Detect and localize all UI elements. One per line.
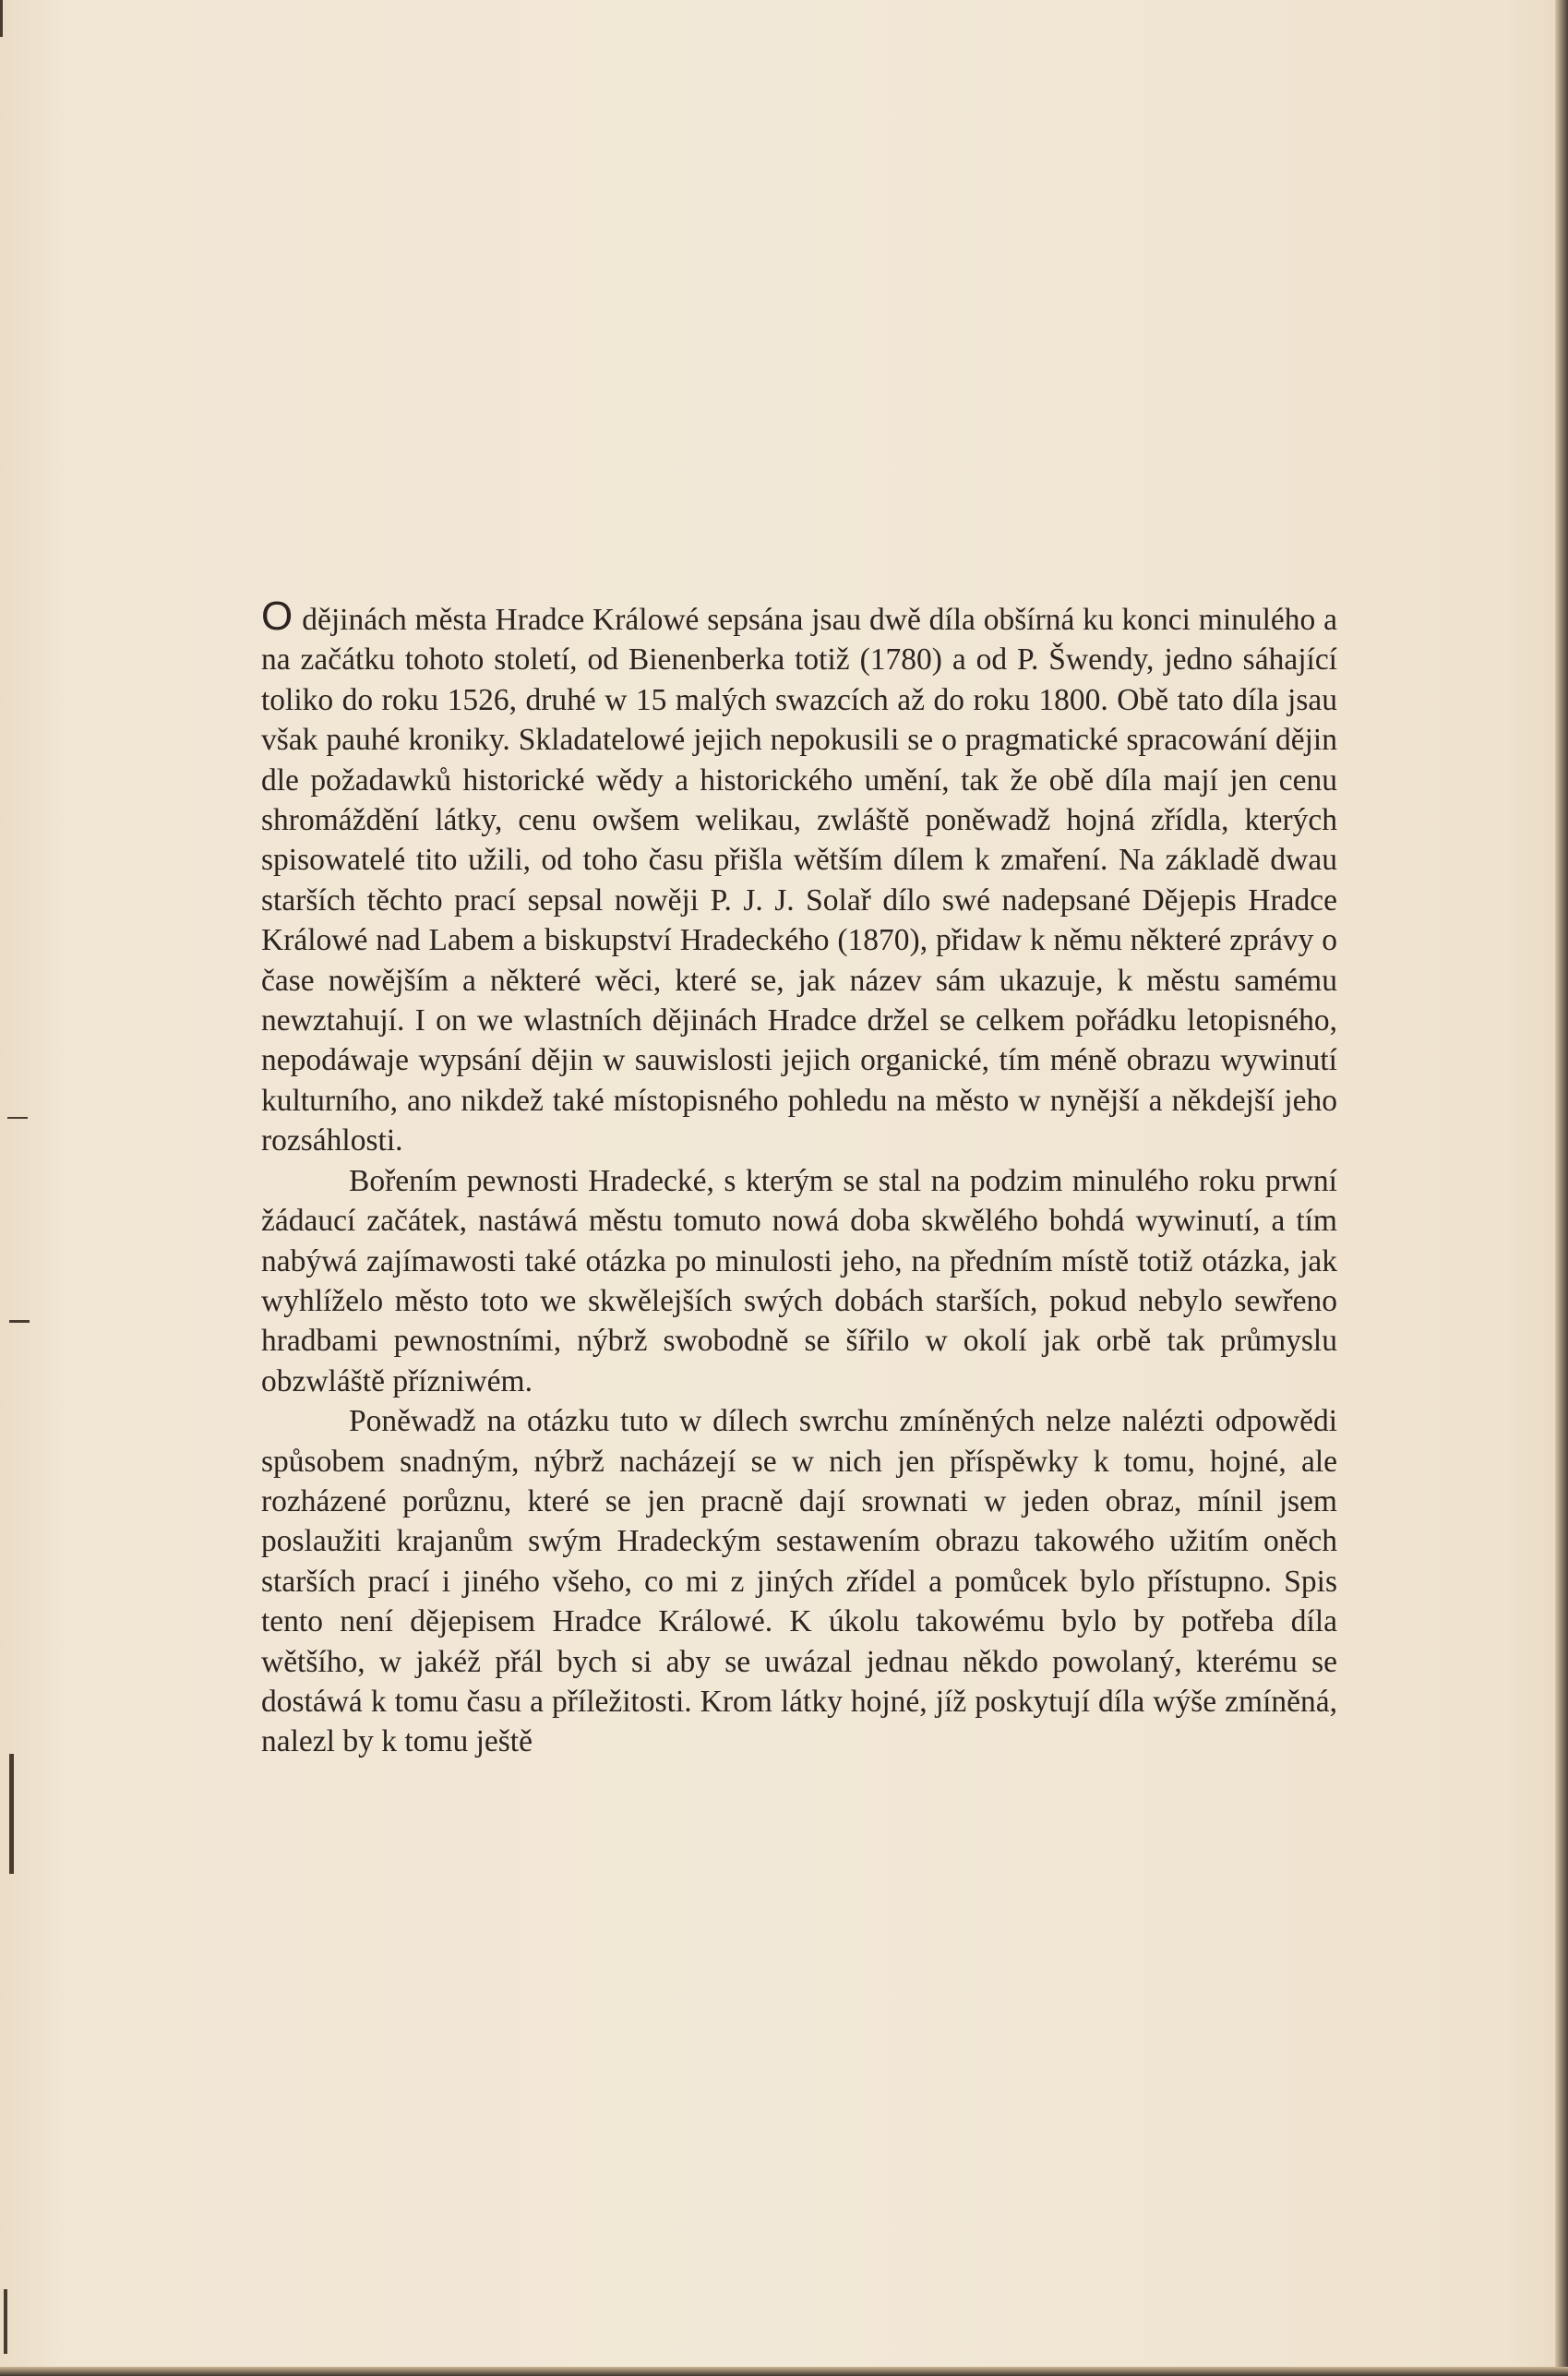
- page-bottom-shadow: [0, 2367, 1568, 2376]
- paragraph-1: [261, 594, 1337, 1161]
- paragraph-1-text: dějinách města Hradce Králowé sepsána jsau dwě díla obšírná ku konci minulého a na začátku tohoto století, od Bienenberka totiž (1780) a od P. Šwendy, jedno sáhající toliko do roku 1526, druhé w 15 malých swazcích až do roku 1800. Obě tato díla jsau však pauhé kroniky. Skladatelowé jejich nepokusili se o pragmatické spracowání dějin dle požadawků historické wědy a historického umění, tak že obě díla mají jen cenu shromáždění látky, cenu owšem welikau, zwláště poněwadž hojná zřídla, kterých spisowatelé tito užili, od toho času přišla wětším dílem k zmaření. Na základě dwau starších těchto prací sepsal nowěji P. J. J. Solař dílo swé nadepsané Dějepis Hradce Králowé nad Labem a biskupství Hradeckého (1870), přidaw k němu některé zprávy o čase nowějším a některé wěci, které se, jak název sám ukazuje, k městu samému newztahují. I on we wlastních dějinách Hradce držel se celkem pořádku letopisného, nepodáwaje wypsání dějin w sauwislosti jejich organické, tím méně obrazu wywinutí kulturního, ano nikdež také místopisného pohledu na město w nynější a někdejší jeho rozsáhlosti.: [261, 603, 1337, 1158]
- margin-mark: [4, 2289, 7, 2354]
- initial-letter: O: [261, 594, 293, 639]
- body-text: [261, 594, 1337, 1762]
- margin-mark: [7, 1117, 28, 1119]
- paragraph-3: Poněwadž na otázku tuto w dílech swrchu zmíněných nelze nalézti odpowědi spůsobem snadným, nýbrž nacházejí se w nich jen příspěwky k tomu, hojné, ale rozházené porůznu, které se jen pracně dají srownati w jeden obraz, mínil jsem poslaužiti krajanům swým Hradeckým sestawením obrazu takowého užitím oněch starších prací i jiného všeho, co mi z jiných zřídel a pomůcek bylo přístupno. Spis tento není dějepisem Hradce Králowé. K úkolu takowému bylo by potřeba díla wětšího, w jakéž přál bych si aby se uwázal jednau někdo powolaný, kterému se dostáwá k tomu času a příležitosti. Krom látky hojné, jíž poskytují díla wýše zmíněná, nalezl by k tomu ještě: [261, 1404, 1337, 1759]
- margin-mark: [0, 0, 3, 37]
- paragraph-2: Bořením pewnosti Hradecké, s kterým se stal na podzim minulého roku prwní žádaucí začátek, nastáwá městu tomuto nowá doba skwělého bohdá wywinutí, a tím nabýwá zajímawosti také otázka po minulosti jeho, na předním místě totiž otázka, jak wyhlíželo město toto we skwělejších swých dobách starších, pokud nebylo sewřeno hradbami pewnostními, nýbrž swobodně se šířilo w okolí jak orbě tak průmyslu obzwláště přízniwém.: [261, 1163, 1337, 1398]
- margin-mark: [9, 1320, 30, 1323]
- page-edge-shadow: [1555, 0, 1568, 2376]
- margin-mark: [9, 1754, 14, 1874]
